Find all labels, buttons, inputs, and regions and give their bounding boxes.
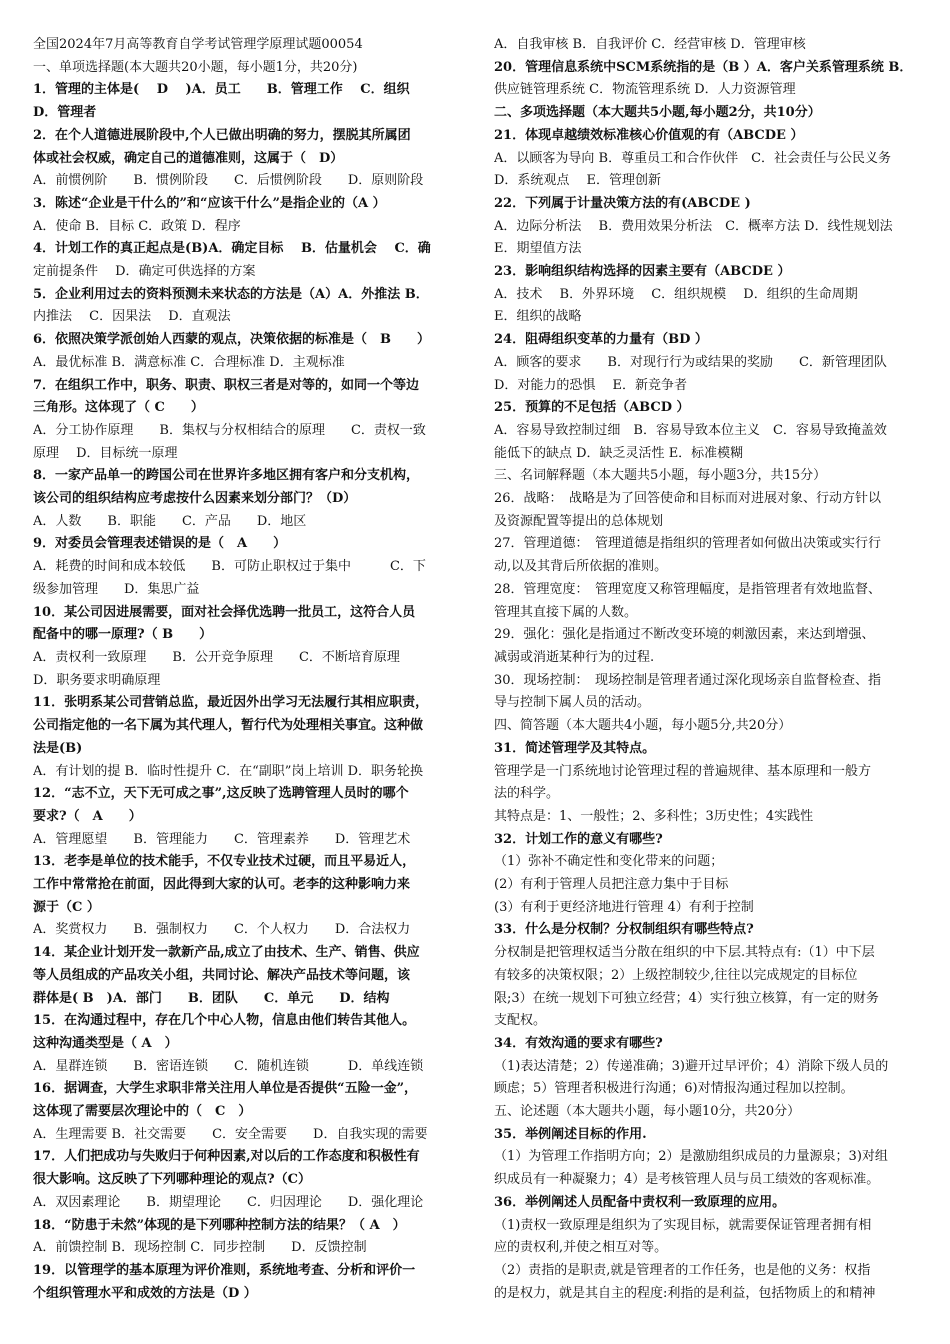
left-text-line: 体或社会权威，确定自己的道德准则，这属于（ D） — [33, 150, 344, 166]
left-text-line: A．前馈控制 B．现场控制 C．同步控制 D．反馈控制 — [33, 1240, 367, 1256]
right-text-line: 31．简述管理学及其特点。 — [494, 740, 656, 756]
right-text-line: 26．战略： 战略是为了回答使命和目标而对进展对象、行动方针以 — [494, 491, 882, 507]
right-text-line: 20．管理信息系统中SCM系统指的是（B ）A．客户关系管理系统 B． — [494, 59, 913, 75]
left-text-line: 3．陈述“企业是干什么的”和“应该干什么”是指企业的（A ） — [33, 195, 386, 211]
left-text-line: 级参加管理 D．集思广益 — [33, 581, 200, 597]
right-text-line: 五、论述题（本大题共小题，每小题10分，共20分） — [494, 1104, 801, 1120]
right-text-line: 管理其直接下属的人数。 — [494, 604, 638, 620]
right-text-line: （1)表达清楚；2）传递准确；3)避开过早评价；4）消除下级人员的 — [494, 1058, 889, 1074]
left-text-line: 9．对委员会管理表述错误的是（ A ） — [33, 536, 287, 552]
right-text-line: （2）责指的是职责,就是管理者的工作任务，也是他的义务：权指 — [494, 1262, 871, 1278]
left-text-line: A．管理愿望 B．管理能力 C．管理素养 D．管理艺术 — [33, 831, 411, 847]
right-text-line: （1）为管理工作指明方向；2）是激励组织成员的力量源泉；3)对组 — [494, 1149, 888, 1165]
left-text-line: 全国2024年7月高等教育自学考试管理学原理试题00054 — [33, 37, 363, 52]
right-text-line: 有较多的决策权限；2）上级控制较少,往往以完成规定的目标位 — [494, 967, 858, 983]
left-text-line: 三角形。这体现了（ C ） — [33, 400, 204, 416]
left-text-line: D．职务要求明确原理 — [33, 672, 161, 688]
left-text-line: 5．企业利用过去的资料预测未来状态的方法是（A）A．外推法 B． — [33, 286, 429, 302]
left-text-line: 17．人们把成功与失败归于何种因素,对以后的工作态度和积极性有 — [33, 1149, 420, 1165]
left-text-line: 7．在组织工作中，职务、职责、职权三者是对等的，如同一个等边 — [33, 377, 420, 393]
right-text-line: 及资源配置等提出的总体规划 — [494, 513, 664, 529]
left-text-line: 13．老李是单位的技术能手，不仅专业技术过硬，而且平易近人， — [33, 854, 416, 870]
right-text-line: 其特点是：1、一般性；2、多科性；3历史性；4实践性 — [494, 808, 814, 824]
left-text-line: 这体现了需要层次理论中的（ C ） — [33, 1104, 252, 1120]
right-text-line: 管理学是一门系统地讨论管理过程的普遍规律、基本原理和一般方 — [494, 763, 872, 779]
left-text-line: 该公司的组织结构应考虑按什么因素来划分部门？（D） — [33, 491, 357, 507]
left-text-line: A．耗费的时间和成本较低 B．可防止职权过于集中 C．下 — [33, 559, 426, 575]
left-text-line: A．前惯例阶 B．惯例阶段 C．后惯例阶段 D．原则阶段 — [33, 173, 424, 189]
right-text-line: A．以顾客为导向 B．尊重员工和合作伙伴 C．社会责任与公民义务 — [494, 150, 892, 166]
right-text-line: 二、多项选择题（本大题共5小题,每小题2分，共10分） — [494, 105, 821, 121]
left-text-line: 6．依照决策学派创始人西蒙的观点，决策依据的标准是（ B ） — [33, 332, 431, 348]
right-text-line: 导与控制下属人员的活动。 — [494, 695, 651, 711]
left-text-line: 要求?（ A ） — [33, 808, 142, 824]
right-text-line: 24．阻碍组织变革的力量有（BD ） — [494, 332, 708, 348]
right-text-line: 能低下的缺点 D．缺乏灵活性 E．标准模糊 — [494, 445, 744, 461]
right-text-line: 应的责权利,并使之相互对等。 — [494, 1240, 668, 1256]
right-text-line: A．边际分析法 B．费用效果分析法 C．概率方法 D．线性规划法 — [494, 218, 893, 234]
left-text-line: 12．“志不立，天下无可成之事”,这反映了选聘管理人员时的哪个 — [33, 786, 409, 802]
left-text-line: D．管理者 — [33, 105, 97, 121]
left-text-line: A．星群连锁 B．密语连锁 C．随机连锁 D．单线连锁 — [33, 1058, 424, 1074]
left-text-line: 一、单项选择题(本大题共20小题，每小题1分，共20分) — [33, 59, 358, 75]
right-text-line: 顾虑；5）管理者积极进行沟通；6)对情报沟通过程加以控制。 — [494, 1081, 854, 1097]
right-text-line: A．顾客的要求 B．对现行行为或结果的奖励 C．新管理团队 — [494, 354, 887, 370]
right-text-line: (2）有利于管理人员把注意力集中于目标 — [494, 877, 729, 893]
left-text-line: 4．计划工作的真正起点是(B)A．确定目标 B．估量机会 C．确 — [33, 241, 431, 257]
right-text-line: E．期望值方法 — [494, 241, 582, 257]
left-text-line: 等人员组成的产品攻关小组，共同讨论、解决产品技术等问题，该 — [33, 967, 411, 983]
right-text-line: 22．下列属于计量决策方法的有(ABCDE ) — [494, 195, 751, 211]
right-text-line: 25．预算的不足包括（ABCD ） — [494, 400, 690, 416]
right-text-line: 35．举例阐述目标的作用. — [494, 1126, 647, 1142]
right-text-line: 28．管理宽度： 管理宽度又称管理幅度，是指管理者有效地监督、 — [494, 581, 882, 597]
right-text-line: D．系统观点 E．管理创新 — [494, 173, 662, 189]
left-text-line: 11．张明系某公司营销总监，最近因外出学习无法履行其相应职责， — [33, 695, 429, 711]
right-text-line: 三、名词解释题（本大题共5小题，每小题3分，共15分） — [494, 468, 827, 484]
left-text-line: 法是(B) — [33, 740, 83, 756]
right-text-line: (3）有利于更经济地进行管理 4）有利于控制 — [494, 899, 754, 915]
right-text-line: 分权制是把管理权适当分散在组织的中下层.其特点有:（1）中下层 — [494, 945, 875, 961]
left-text-line: A．责权利一致原理 B．公开竞争原理 C．不断培育原理 — [33, 649, 400, 665]
right-column — [494, 34, 924, 1305]
left-text-line: 19．以管理学的基本原理为评价准则，系统地考查、分析和评价一 — [33, 1262, 416, 1278]
left-text-line: 工作中常常抢在前面，因此得到大家的认可。老李的这种影响力来 — [33, 877, 411, 893]
left-text-line: 1．管理的主体是( D )A．员工 B．管理工作 C．组织 — [33, 82, 410, 98]
left-text-line: 源于（C ） — [33, 899, 100, 915]
right-text-line: 限;3）在统一规划下可独立经营；4）实行独立核算，有一定的财务 — [494, 990, 879, 1006]
right-text-line: （1）弥补不确定性和变化带来的问题； — [494, 854, 724, 870]
right-text-line: D．对能力的恐惧 E．新竞争者 — [494, 377, 688, 393]
left-column — [33, 34, 465, 1305]
left-text-line: 18．“防患于未然”体现的是下列哪种控制方法的结果？（ A ） — [33, 1217, 406, 1233]
right-text-line: A．容易导致控制过细 B．容易导致本位主义 C．容易导致掩盖效 — [494, 422, 887, 438]
left-text-line: A．生理需要 B．社交需要 C．安全需要 D．自我实现的需要 — [33, 1126, 428, 1142]
left-text-line: 配备中的哪一原理?（ B ） — [33, 627, 213, 643]
left-text-line: 很大影响。这反映了下列哪种理论的观点?（C） — [33, 1172, 311, 1188]
right-text-line: 33．什么是分权制？分权制组织有哪些特点? — [494, 922, 754, 938]
left-text-line: A．有计划的提 B．临时性提升 C．在“副职”岗上培训 D．职务轮换 — [33, 763, 424, 779]
left-text-line: 群体是( B )A．部门 B．团队 C．单元 D．结构 — [33, 990, 390, 1006]
left-text-line: 14．某企业计划开发一款新产品,成立了由技术、生产、销售、供应 — [33, 945, 420, 961]
right-text-line: 32．计划工作的意义有哪些? — [494, 831, 663, 847]
left-text-line: A．人数 B．职能 C．产品 D．地区 — [33, 513, 307, 529]
left-text-line: 内推法 C．因果法 D．直观法 — [33, 309, 231, 325]
left-text-line: 原理 D．目标统一原理 — [33, 445, 178, 461]
right-text-line: 29．强化：强化是指通过不断改变环境的刺激因素，来达到增强、 — [494, 627, 875, 643]
left-text-line: 15．在沟通过程中，存在几个中心人物，信息由他们转告其他人。 — [33, 1013, 416, 1029]
left-text-line: 2．在个人道德进展阶段中,个人已做出明确的努力，摆脱其所属团 — [33, 127, 411, 143]
right-text-line: 供应链管理系统 C．物流管理系统 D．人力资源管理 — [494, 82, 796, 98]
right-text-line: 四、简答题（本大题共4小题，每小题5分,共20分） — [494, 718, 792, 734]
right-text-line: 法的科学。 — [494, 786, 560, 802]
left-text-line: A．双因素理论 B．期望理论 C．归因理论 D．强化理论 — [33, 1194, 424, 1210]
right-text-line: E．组织的战略 — [494, 309, 582, 325]
right-text-line: 支配权。 — [494, 1013, 547, 1029]
right-text-line: 织成员有一种凝聚力；4）是考核管理人员与员工绩效的客观标准。 — [494, 1172, 880, 1188]
left-text-line: 个组织管理水平和成效的方法是（D ） — [33, 1285, 257, 1301]
right-text-line: 36．举例阐述人员配备中责权利一致原理的应用。 — [494, 1194, 786, 1210]
right-text-line: 34．有效沟通的要求有哪些? — [494, 1035, 663, 1051]
left-text-line: A．分工协作原理 B．集权与分权相结合的原理 C．责权一致 — [33, 422, 426, 438]
left-text-line: A．奖赏权力 B．强制权力 C．个人权力 D．合法权力 — [33, 922, 411, 938]
right-text-line: 30．现场控制： 现场控制是管理者通过深化现场亲自监督检查、指 — [494, 672, 882, 688]
left-text-line: 这种沟通类型是（ A ） — [33, 1035, 178, 1051]
right-text-line: 21．体现卓越绩效标准核心价值观的有（ABCDE ） — [494, 127, 804, 143]
left-text-line: 10．某公司因进展需要，面对社会择优选聘一批员工，这符合人员 — [33, 604, 416, 620]
right-text-line: 的是权力，就是其自主的程度:利指的是利益，包括物质上的和精神 — [494, 1285, 876, 1301]
left-text-line: 公司指定他的一名下属为其代理人，暂行代为处理相关事宜。这种做 — [33, 718, 424, 734]
right-text-line: 减弱或消逝某种行为的过程. — [494, 649, 655, 665]
right-text-line: 27．管理道德： 管理道德是指组织的管理者如何做出决策或实行行 — [494, 536, 882, 552]
left-text-line: 定前提条件 D．确定可供选择的方案 — [33, 264, 256, 280]
right-text-line: A．自我审核 B．自我评价 C．经营审核 D．管理审核 — [494, 37, 806, 52]
right-text-line: 23．影响组织结构选择的因素主要有（ABCDE ） — [494, 264, 791, 280]
right-text-line: A．技术 B．外界环境 C．组织规模 D．组织的生命周期 — [494, 286, 858, 302]
left-text-line: A．使命 B．目标 C．政策 D．程序 — [33, 218, 241, 234]
left-text-line: 16．据调查，大学生求职非常关注用人单位是否提供“五险一金”， — [33, 1081, 418, 1097]
right-text-line: 动,以及其背后所依据的准则。 — [494, 559, 668, 575]
left-text-line: A．最优标准 B．满意标准 C．合理标准 D．主观标准 — [33, 354, 345, 370]
right-text-line: （1)责权一致原理是组织为了实现目标，就需要保证管理者拥有相 — [494, 1217, 872, 1233]
left-text-line: 8．一家产品单一的跨国公司在世界许多地区拥有客户和分支机构， — [33, 468, 420, 484]
